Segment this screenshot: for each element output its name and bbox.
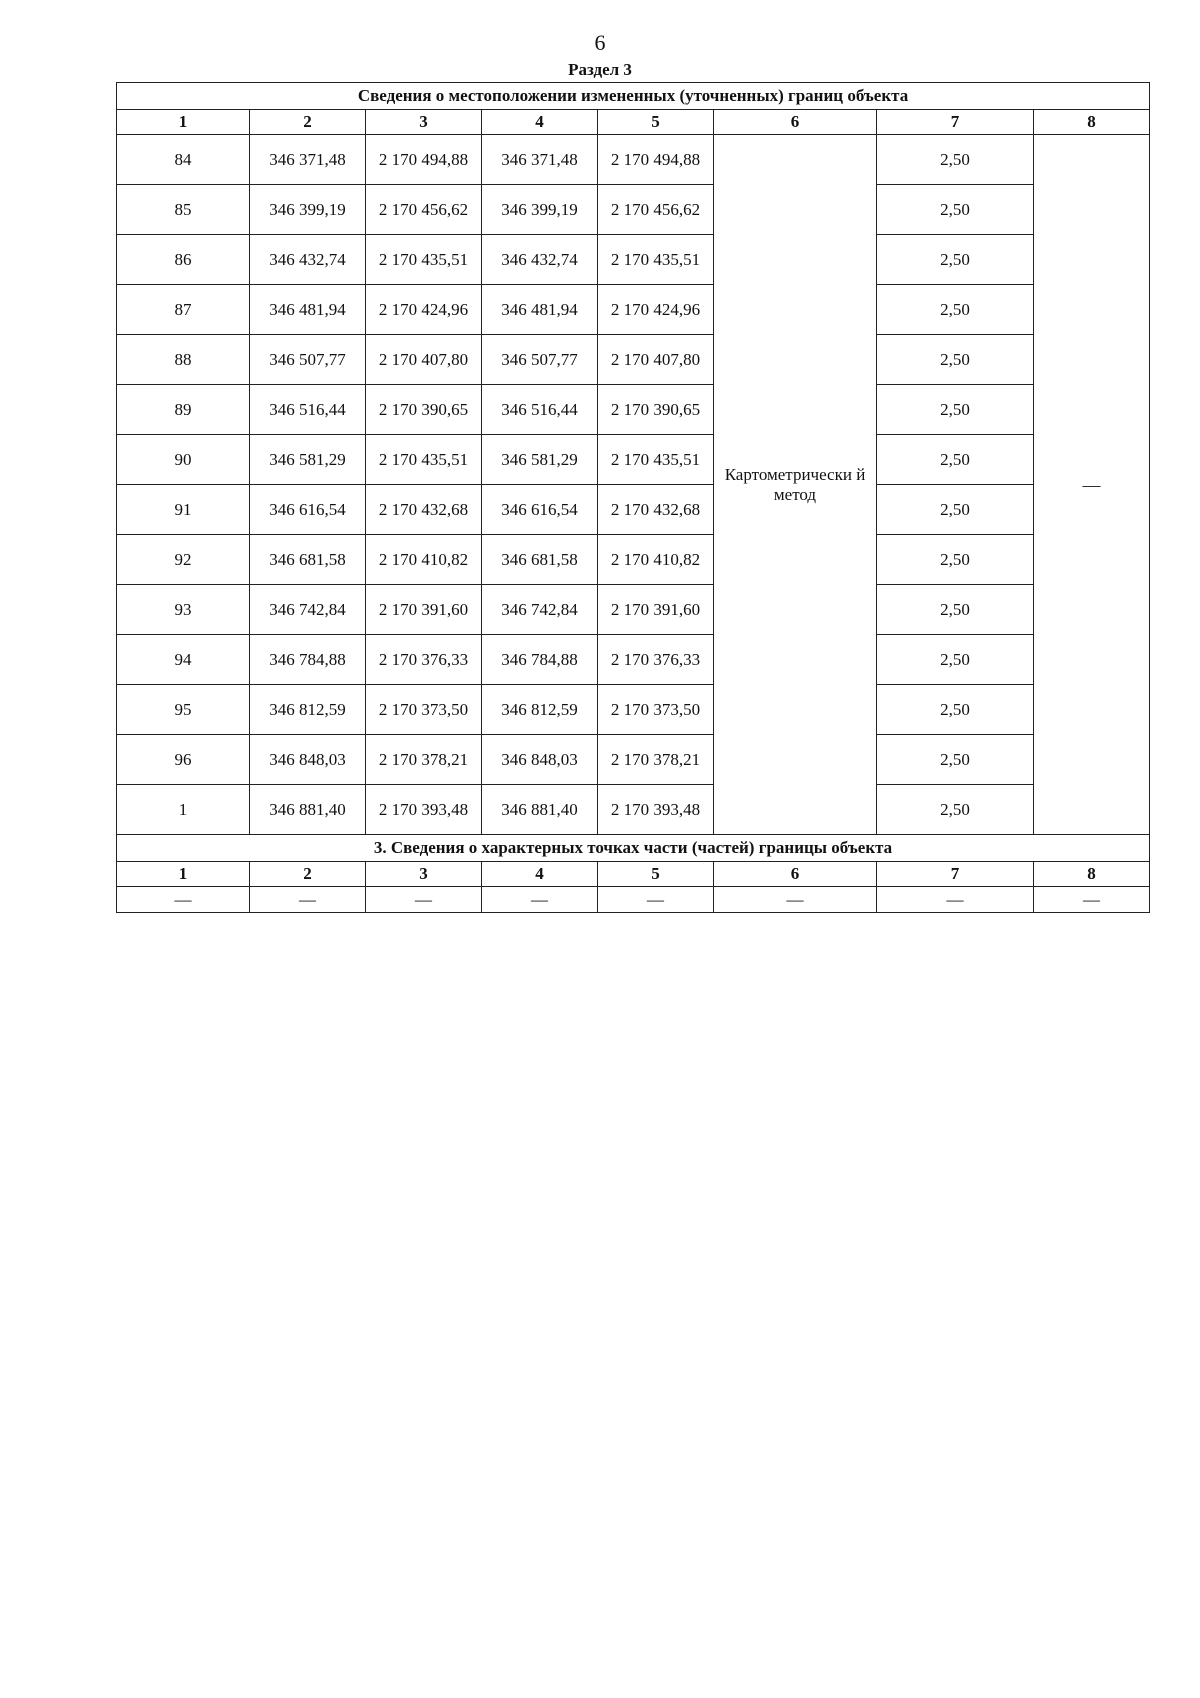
- cell-x-new: 346 516,44: [482, 385, 598, 435]
- table-title-row: [117, 83, 1150, 110]
- cell-x-existing: 346 742,84: [250, 585, 366, 635]
- cell-accuracy: 2,50: [877, 785, 1034, 835]
- cell-accuracy: 2,50: [877, 585, 1034, 635]
- cell-x-existing: 346 516,44: [250, 385, 366, 435]
- cell-accuracy: 2,50: [877, 685, 1034, 735]
- cell-y-new: 2 170 390,65: [598, 385, 714, 435]
- part-column-number-7: 7: [877, 862, 1034, 887]
- cell-y-existing: 2 170 435,51: [366, 435, 482, 485]
- cell-y-existing: 2 170 435,51: [366, 235, 482, 285]
- cell-y-existing: 2 170 407,80: [366, 335, 482, 385]
- table-row: [117, 135, 1150, 185]
- cell-x-new: 346 432,74: [482, 235, 598, 285]
- table-row: [117, 635, 1150, 685]
- cell-accuracy: 2,50: [877, 335, 1034, 385]
- column-number-8: 8: [1034, 110, 1150, 135]
- table-row: [117, 185, 1150, 235]
- cell-x-existing: 346 881,40: [250, 785, 366, 835]
- part-column-number-2: 2: [250, 862, 366, 887]
- cell-accuracy: 2,50: [877, 135, 1034, 185]
- cell-y-existing: 2 170 393,48: [366, 785, 482, 835]
- column-number-6: 6: [714, 110, 877, 135]
- cell-x-new: 346 812,59: [482, 685, 598, 735]
- cell-point-number: 84: [117, 135, 250, 185]
- cell-point-number: 89: [117, 385, 250, 435]
- cell-y-new: 2 170 407,80: [598, 335, 714, 385]
- table-row: [117, 535, 1150, 585]
- cell-point-number: 88: [117, 335, 250, 385]
- cell-x-new: 346 848,03: [482, 735, 598, 785]
- cell-point-number: 94: [117, 635, 250, 685]
- cell-x-existing: 346 371,48: [250, 135, 366, 185]
- table-title: Сведения о местоположении измененных (уточненных) границ объекта: [117, 83, 1150, 110]
- part-cell-4: —: [482, 887, 598, 913]
- cell-accuracy: 2,50: [877, 285, 1034, 335]
- column-number-2: 2: [250, 110, 366, 135]
- cell-y-new: 2 170 435,51: [598, 235, 714, 285]
- cell-y-existing: 2 170 378,21: [366, 735, 482, 785]
- cell-x-existing: 346 848,03: [250, 735, 366, 785]
- cell-x-new: 346 681,58: [482, 535, 598, 585]
- cell-x-new: 346 581,29: [482, 435, 598, 485]
- part-column-number-5: 5: [598, 862, 714, 887]
- cell-point-number: 92: [117, 535, 250, 585]
- cell-accuracy: 2,50: [877, 435, 1034, 485]
- cell-point-number: 87: [117, 285, 250, 335]
- table-row: [117, 685, 1150, 735]
- column-number-7: 7: [877, 110, 1034, 135]
- cell-x-existing: 346 481,94: [250, 285, 366, 335]
- table-row: [117, 285, 1150, 335]
- cell-x-existing: 346 432,74: [250, 235, 366, 285]
- part-cell-6: —: [714, 887, 877, 913]
- part-column-number-1: 1: [117, 862, 250, 887]
- cell-accuracy: 2,50: [877, 185, 1034, 235]
- column-number-3: 3: [366, 110, 482, 135]
- cell-y-new: 2 170 391,60: [598, 585, 714, 635]
- cell-y-new: 2 170 435,51: [598, 435, 714, 485]
- cell-method: Картометрически й метод: [714, 135, 877, 835]
- cell-point-number: 96: [117, 735, 250, 785]
- cell-point-number: 93: [117, 585, 250, 635]
- page-number: 6: [594, 30, 606, 55]
- part-column-number-4: 4: [482, 862, 598, 887]
- part-cell-2: —: [250, 887, 366, 913]
- part-title: 3. Сведения о характерных точках части (частей) границы объекта: [117, 835, 1150, 862]
- cell-y-existing: 2 170 432,68: [366, 485, 482, 535]
- cell-x-new: 346 616,54: [482, 485, 598, 535]
- part-column-number-6: 6: [714, 862, 877, 887]
- part-column-number-row: [117, 862, 1150, 887]
- cell-y-new: 2 170 373,50: [598, 685, 714, 735]
- cell-y-existing: 2 170 424,96: [366, 285, 482, 335]
- column-number-5: 5: [598, 110, 714, 135]
- part-cell-5: —: [598, 887, 714, 913]
- cell-accuracy: 2,50: [877, 735, 1034, 785]
- part-column-number-8: 8: [1034, 862, 1150, 887]
- table-row: [117, 585, 1150, 635]
- cell-x-existing: 346 399,19: [250, 185, 366, 235]
- cell-y-new: 2 170 424,96: [598, 285, 714, 335]
- cell-accuracy: 2,50: [877, 635, 1034, 685]
- cell-x-new: 346 371,48: [482, 135, 598, 185]
- table-row: [117, 485, 1150, 535]
- section-title: Раздел 3: [568, 60, 632, 79]
- part-column-number-3: 3: [366, 862, 482, 887]
- cell-y-existing: 2 170 410,82: [366, 535, 482, 585]
- table-row: [117, 735, 1150, 785]
- column-number-row: [117, 110, 1150, 135]
- cell-point-number: 95: [117, 685, 250, 735]
- cell-y-new: 2 170 378,21: [598, 735, 714, 785]
- cell-accuracy: 2,50: [877, 235, 1034, 285]
- cell-x-existing: 346 681,58: [250, 535, 366, 585]
- part-title-row: [117, 835, 1150, 862]
- cell-y-new: 2 170 494,88: [598, 135, 714, 185]
- column-number-4: 4: [482, 110, 598, 135]
- part-cell-8: —: [1034, 887, 1150, 913]
- cell-point-number: 1: [117, 785, 250, 835]
- cell-point-number: 86: [117, 235, 250, 285]
- table-row: [117, 385, 1150, 435]
- part-cell-1: —: [117, 887, 250, 913]
- part-data-row: [117, 887, 1150, 913]
- cell-y-existing: 2 170 456,62: [366, 185, 482, 235]
- cell-y-new: 2 170 393,48: [598, 785, 714, 835]
- table-row: [117, 335, 1150, 385]
- part-cell-3: —: [366, 887, 482, 913]
- cell-point-number: 90: [117, 435, 250, 485]
- cell-accuracy: 2,50: [877, 385, 1034, 435]
- cell-x-existing: 346 812,59: [250, 685, 366, 735]
- table-row: [117, 785, 1150, 835]
- cell-point-number: 91: [117, 485, 250, 535]
- part-cell-7: —: [877, 887, 1034, 913]
- cell-y-new: 2 170 376,33: [598, 635, 714, 685]
- cell-x-existing: 346 507,77: [250, 335, 366, 385]
- cell-y-existing: 2 170 391,60: [366, 585, 482, 635]
- cell-accuracy: 2,50: [877, 535, 1034, 585]
- cell-extra: —: [1034, 135, 1150, 835]
- column-number-1: 1: [117, 110, 250, 135]
- table-row: [117, 435, 1150, 485]
- cell-x-new: 346 881,40: [482, 785, 598, 835]
- cell-y-new: 2 170 456,62: [598, 185, 714, 235]
- cell-y-existing: 2 170 373,50: [366, 685, 482, 735]
- cell-x-new: 346 399,19: [482, 185, 598, 235]
- cell-y-existing: 2 170 376,33: [366, 635, 482, 685]
- cell-x-new: 346 784,88: [482, 635, 598, 685]
- cell-x-new: 346 742,84: [482, 585, 598, 635]
- boundary-table: [116, 82, 1150, 913]
- cell-x-existing: 346 616,54: [250, 485, 366, 535]
- table-row: [117, 235, 1150, 285]
- cell-x-new: 346 481,94: [482, 285, 598, 335]
- cell-accuracy: 2,50: [877, 485, 1034, 535]
- cell-y-new: 2 170 410,82: [598, 535, 714, 585]
- cell-y-existing: 2 170 494,88: [366, 135, 482, 185]
- cell-x-existing: 346 784,88: [250, 635, 366, 685]
- cell-y-new: 2 170 432,68: [598, 485, 714, 535]
- cell-x-existing: 346 581,29: [250, 435, 366, 485]
- table-body: [117, 83, 1150, 913]
- cell-x-new: 346 507,77: [482, 335, 598, 385]
- cell-point-number: 85: [117, 185, 250, 235]
- cell-y-existing: 2 170 390,65: [366, 385, 482, 435]
